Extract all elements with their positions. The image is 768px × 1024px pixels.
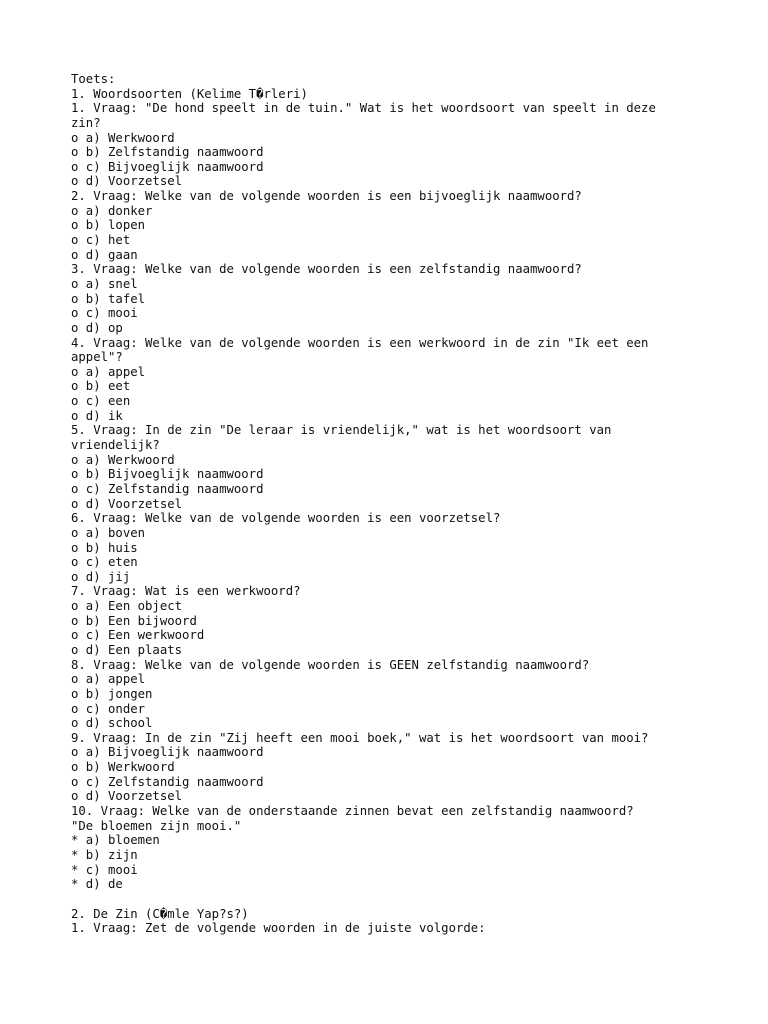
question-9	[71, 731, 691, 804]
question-1	[71, 101, 691, 189]
answer-option: o d) Voorzetsel	[71, 789, 183, 804]
answer-option: o d) Voorzetsel	[71, 496, 183, 511]
answer-option: o d) Een plaats	[71, 642, 183, 657]
answer-option: o a) donker	[71, 203, 153, 218]
answer-option: o c) eten	[71, 555, 138, 570]
question-text: 4. Vraag: Welke van de volgende woorden is een werkwoord in de zin "Ik eet een	[71, 335, 649, 350]
question-text: 2. Vraag: Welke van de volgende woorden is een bijvoeglijk naamwoord?	[71, 189, 582, 204]
question-8	[71, 658, 691, 731]
question-text: 1. Vraag: "De hond speelt in de tuin." Wat is het woordsoort van speelt in deze	[71, 101, 656, 116]
answer-option: o d) gaan	[71, 247, 138, 262]
answer-option: o c) Bijvoeglijk naamwoord	[71, 159, 264, 174]
question-5	[71, 423, 691, 511]
answer-option: o a) snel	[71, 276, 138, 291]
answer-option: o a) boven	[71, 525, 146, 540]
answer-option: o b) Een bijwoord	[71, 613, 197, 628]
answer-option: o c) Een werkwoord	[71, 628, 205, 643]
answer-option: o c) een	[71, 394, 131, 409]
question-text: 8. Vraag: Welke van de volgende woorden is GEEN zelfstandig naamwoord?	[71, 657, 590, 672]
question-text: 6. Vraag: Welke van de volgende woorden is een voorzetsel?	[71, 511, 501, 526]
question-text: 3. Vraag: Welke van de volgende woorden is een zelfstandig naamwoord?	[71, 262, 582, 277]
answer-option: o b) lopen	[71, 218, 146, 233]
section-heading-de-zin: 2. De Zin (C�mle Yap?s?)	[71, 906, 249, 921]
question-7	[71, 584, 691, 657]
answer-option: o b) Bijvoeglijk naamwoord	[71, 467, 264, 482]
answer-option: o b) jongen	[71, 686, 153, 701]
section-heading-woordsoorten: 1. Woordsoorten (Kelime T�rleri)	[71, 86, 308, 101]
answer-option: o b) huis	[71, 540, 138, 555]
answer-option: o d) ik	[71, 408, 123, 423]
question-text: 7. Vraag: Wat is een werkwoord?	[71, 584, 301, 599]
answer-option: o b) eet	[71, 379, 131, 394]
answer-option: o a) Bijvoeglijk naamwoord	[71, 745, 264, 760]
answer-option: * a) bloemen	[71, 833, 160, 848]
answer-option: o a) appel	[71, 364, 146, 379]
question-6	[71, 511, 691, 584]
question-text: 9. Vraag: In de zin "Zij heeft een mooi boek," wat is het woordsoort van mooi?	[71, 730, 649, 745]
answer-option: o c) Zelfstandig naamwoord	[71, 774, 264, 789]
answer-option: o c) mooi	[71, 306, 138, 321]
question-text: vriendelijk?	[71, 438, 160, 453]
answer-option: o d) school	[71, 716, 153, 731]
answer-option: o d) jij	[71, 569, 131, 584]
answer-option: o d) Voorzetsel	[71, 174, 183, 189]
question-2	[71, 189, 691, 262]
answer-option: * d) de	[71, 877, 123, 892]
answer-option: * b) zijn	[71, 847, 138, 862]
answer-option: o c) het	[71, 233, 131, 248]
question-4	[71, 336, 691, 424]
blank-line	[71, 892, 691, 907]
answer-option: o a) Werkwoord	[71, 452, 175, 467]
question-text: 5. Vraag: In de zin "De leraar is vriendelijk," wat is het woordsoort van	[71, 423, 612, 438]
question-text: appel"?	[71, 350, 123, 365]
question-3	[71, 262, 691, 335]
document-page	[71, 72, 691, 936]
answer-option: o c) onder	[71, 701, 146, 716]
answer-option: o d) op	[71, 320, 123, 335]
question-text: "De bloemen zijn mooi."	[71, 818, 242, 833]
answer-option: o c) Zelfstandig naamwoord	[71, 481, 264, 496]
answer-option: o a) appel	[71, 672, 146, 687]
answer-option: * c) mooi	[71, 862, 138, 877]
question-text: 1. Vraag: Zet de volgende woorden in de juiste volgorde:	[71, 921, 486, 936]
answer-option: o b) Zelfstandig naamwoord	[71, 145, 264, 160]
answer-option: o a) Een object	[71, 599, 183, 614]
document-title: Toets:	[71, 72, 116, 86]
question-1-section-2	[71, 921, 691, 936]
question-text: 10. Vraag: Welke van de onderstaande zinnen bevat een zelfstandig naamwoord?	[71, 804, 634, 819]
answer-option: o a) Werkwoord	[71, 130, 175, 145]
answer-option: o b) tafel	[71, 291, 146, 306]
question-10	[71, 804, 691, 892]
question-text: zin?	[71, 115, 101, 130]
answer-option: o b) Werkwoord	[71, 760, 175, 775]
